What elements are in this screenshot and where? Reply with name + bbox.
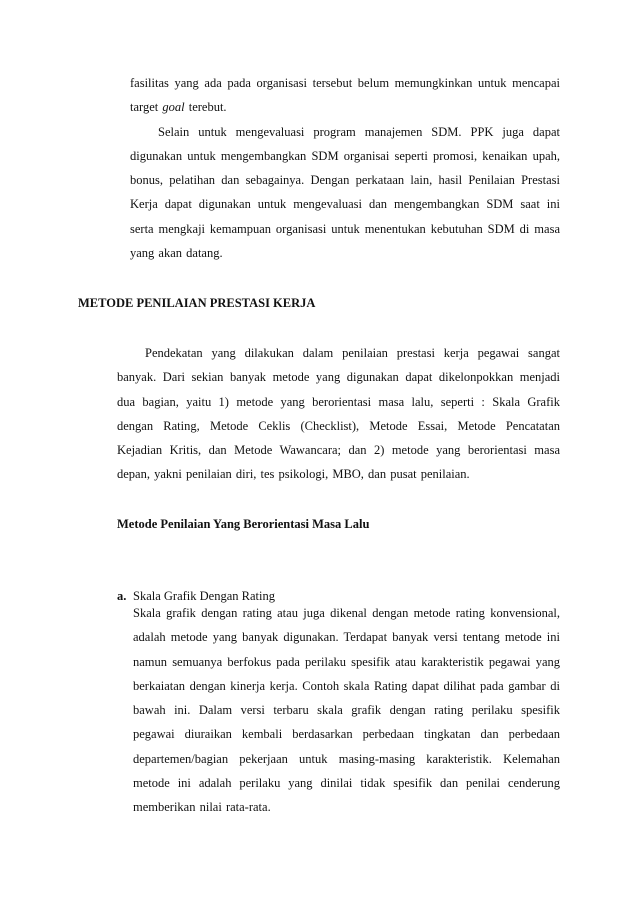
section-paragraph: Pendekatan yang dilakukan dalam penilaian prestasi kerja pegawai sangat banyak. Dari sekian banyak metode yang digunakan dapat dikelonpokkan menjadi dua bagian, yaitu 1) metode yang berorientasi masa lalu, seperti : Skala Grafik dengan Rating, Metode Ceklis (Checklist), Metode Essai, Metode Pencatatan Kejadian Kritis, dan Metode Wawancara; dan 2) metode yang berorientasi masa depan, yakni penilaian diri, tes psikologi, MBO, dan pusat penilaian.: [117, 346, 560, 482]
intro-block: [130, 71, 560, 265]
section-heading: METODE PENILAIAN PRESTASI KERJA: [78, 296, 316, 310]
intro-text-end: terebut.: [188, 100, 227, 115]
list-item-body: Skala grafik dengan rating atau juga dikenal dengan metode rating konvensional, adalah metode yang banyak digunakan. Terdapat banyak versi tentang metode ini namun semuanya berfokus pada perilaku spesifik atau karakteristik pegawai yang berkaiatan dengan kinerja kerja. Contoh skala Rating dapat dilihat pada gambar di bawah ini. Dalam versi terbaru skala grafik dengan rating perilaku spesifik pegawai diuraikan kembali berdasarkan perbedaan tingkatan dan perbedaan departemen/bagian pekerjaan untuk masing-masing karakteristik. Kelemahan metode ini adalah perilaku yang dinilai tidak spesifik dan penilai cenderung memberikan nilai rata-rata.: [133, 606, 560, 815]
subsection-heading: Metode Penilaian Yang Berorientasi Masa Lalu: [117, 517, 370, 531]
intro-italic-word: goal: [162, 100, 185, 115]
intro-paragraph-2: Selain untuk mengevaluasi program manajemen SDM. PPK juga dapat digunakan untuk mengembangkan SDM organisai seperti promosi, kenaikan upah, bonus, pelatihan dan sebagainya. Dengan perkataan lain, hasil Penilaian Prestasi Kerja dapat digunakan untuk mengevaluasi dan mengembangkan SDM saat ini serta mengkaji kemampuan organisasi untuk menentukan kebutuhan SDM di masa yang akan datang.: [130, 124, 560, 261]
list-item-title: Skala Grafik Dengan Rating: [133, 589, 275, 603]
intro-text: fasilitas yang ada pada organisasi tersebut belum memungkinkan untuk mencapai target: [130, 76, 560, 115]
list-item-label: a.: [117, 589, 127, 603]
intro-paragraph-continuation: [130, 71, 560, 120]
section-block: [117, 341, 560, 487]
list-item-body-block: [133, 601, 560, 820]
